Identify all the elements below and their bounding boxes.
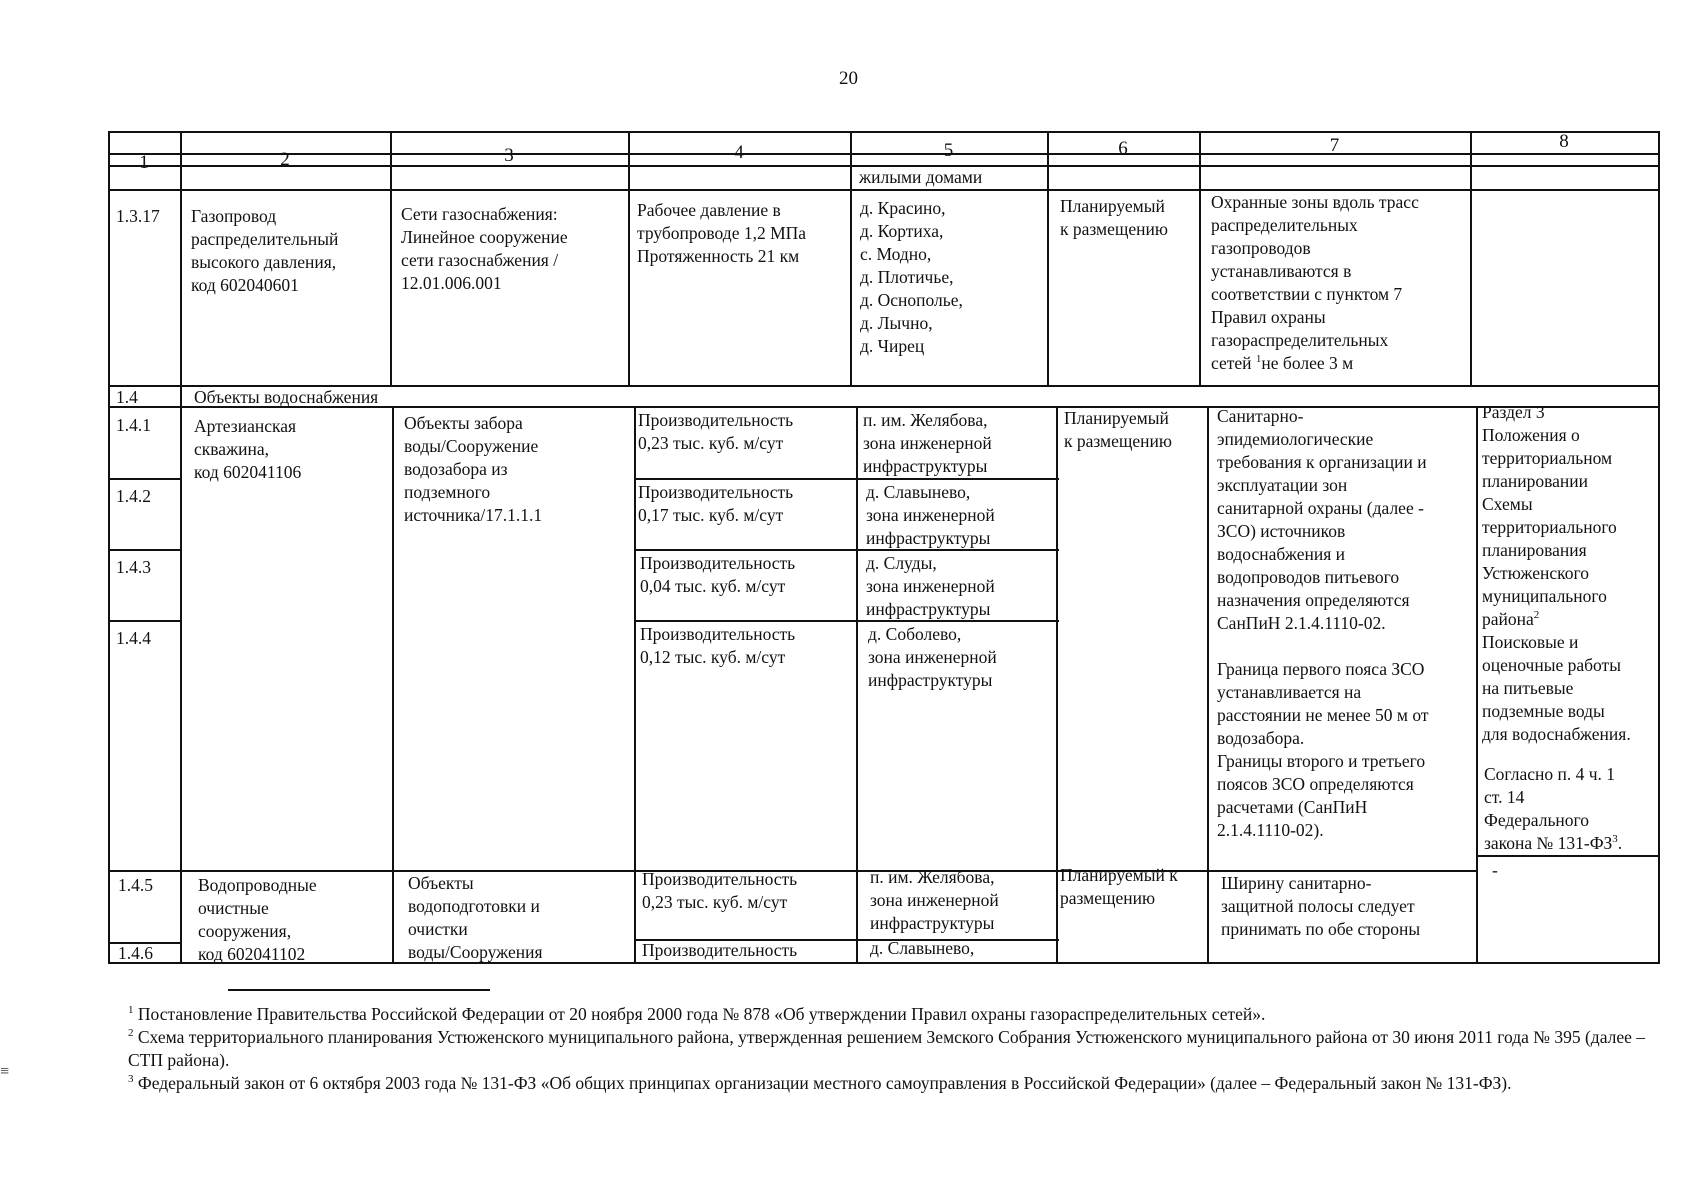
row-number: 1.4.4 [116, 628, 151, 648]
row-number: 1.3.17 [116, 206, 160, 226]
object-location: п. им. Желябова, зона инженерной инфраструктуры [870, 867, 999, 933]
header-col-5: 5 [943, 140, 954, 161]
object-characteristics: Производительность [642, 940, 798, 960]
object-location: д. Славынево, [870, 938, 975, 958]
header-col-4: 4 [734, 142, 744, 163]
page-number: 20 [839, 68, 858, 89]
object-characteristics: Производительность 0,12 тыс. куб. м/сут [640, 624, 796, 667]
header-col-1: 1 [139, 152, 149, 173]
row-number: 1.4.2 [116, 486, 151, 506]
zone-description: Охранные зоны вдоль трасс распределительных газопроводов устанавливаются в соответствии с пунктом 7 Правил охраны газораспределительных сетей $^1$не более 3 м [1211, 192, 1419, 373]
object-location: п. им. Желябова, зона инженерной инфраструктуры [863, 410, 992, 476]
header-col-6: 6 [1118, 138, 1128, 159]
object-status: Планируемый к размещению [1060, 196, 1168, 239]
object-location: д. Красино, д. Кортиха, с. Модно, д. Плотичье, д. Оснополье, д. Лычно, д. Чирец [860, 198, 963, 356]
object-type: Объекты водоподготовки и очистки воды/Сооружения [408, 873, 543, 962]
object-name: Артезианская скважина, код 602041106 [194, 416, 302, 482]
object-name: Газопровод распределительный высокого давления, код 602040601 [191, 206, 339, 295]
row-number: 1.4.1 [116, 415, 151, 435]
object-characteristics: Производительность 0,17 тыс. куб. м/сут [638, 482, 794, 525]
object-location: д. Славынево, зона инженерной инфраструктуры [866, 482, 995, 548]
object-characteristics: Производительность 0,04 тыс. куб. м/сут [640, 553, 796, 596]
normative-notes: Раздел 3 Положения о территориальном планировании Схемы территориального планирования Устюженского муниципального района$^2$ Поисковые и оценочные работы на питьевые подземные воды для водоснабжения. [1482, 402, 1631, 744]
footnote-ref-1: 1 [1255, 353, 1262, 366]
object-status: Планируемый к размещению [1060, 865, 1178, 908]
continued-cell-text: жилыми домами [859, 167, 983, 187]
footnote-separator [228, 989, 490, 991]
footnote-ref-2: 2 [1533, 609, 1540, 622]
object-type: Объекты забора воды/Сооружение водозабора из подземного источника/17.1.1.1 [404, 413, 543, 525]
header-col-2: 2 [280, 149, 290, 170]
object-location: д. Соболево, зона инженерной инфраструктуры [868, 624, 997, 690]
object-characteristics: Производительность 0,23 тыс. куб. м/сут [638, 410, 794, 453]
row-number: 1.4.5 [118, 875, 153, 895]
footnote-3: $^3$ Федеральный закон от 6 октября 2003 года № 131-ФЗ «Об общих принципах организации местного самоуправления в Российской Федерации» (далее – Федеральный закон № 131-ФЗ). [128, 1073, 1512, 1093]
object-name: Водопроводные очистные сооружения, код 602041102 [198, 875, 317, 964]
section-title: Объекты водоснабжения [194, 387, 379, 407]
header-col-3: 3 [504, 145, 514, 166]
footnote-2: $^2$ Схема территориального планирования Устюженского муниципального района, утвержденная решением Земского Собрания Устюженского муниципального района от 30 июня 2011 года № 395 (далее – СТП района). [128, 1027, 1646, 1070]
row-number: 1.4.3 [116, 557, 151, 577]
normative-notes: - [1492, 860, 1498, 880]
object-location: д. Слуды, зона инженерной инфраструктуры [866, 553, 995, 619]
zone-description: Ширину санитарно- защитной полосы следует принимать по обе стороны [1221, 873, 1421, 939]
row-number: 1.4.6 [118, 943, 153, 963]
object-characteristics: Производительность 0,23 тыс. куб. м/сут [642, 869, 798, 912]
footnote-ref-3: 3 [1612, 833, 1618, 846]
edge-mark: ≡ [0, 1063, 10, 1080]
header-col-8: 8 [1559, 131, 1569, 152]
normative-notes-law: Согласно п. 4 ч. 1 ст. 14 Федерального закона № $131-ФЗ^3$. [1484, 764, 1623, 853]
object-characteristics: Рабочее давление в трубопроводе 1,2 МПа Протяженность 21 км [637, 200, 807, 266]
object-type: Сети газоснабжения: Линейное сооружение сети газоснабжения / 12.01.006.001 [401, 204, 568, 293]
object-status: Планируемый к размещению [1064, 408, 1172, 451]
footnote-1: $^1$ Постановление Правительства Российской Федерации от 20 ноября 2000 года № 878 «Об утверждении Правил охраны газораспределительных сетей». [128, 1004, 1266, 1024]
zone-description: Санитарно- эпидемиологические требования к организации и эксплуатации зон санитарной охраны (далее - ЗСО) источников водоснабжения и водопроводов питьевого назначения определяются СанПиН 2.1.4.1110-02. Граница первого пояса ЗСО устанавливается на расстоянии не менее 50 м от водозабора. Границы второго и третьего поясов ЗСО определяются расчетами (СанПиН 2.1.4.1110-02). [1217, 406, 1429, 840]
section-number: 1.4 [116, 387, 138, 407]
header-col-7: 7 [1329, 135, 1340, 156]
